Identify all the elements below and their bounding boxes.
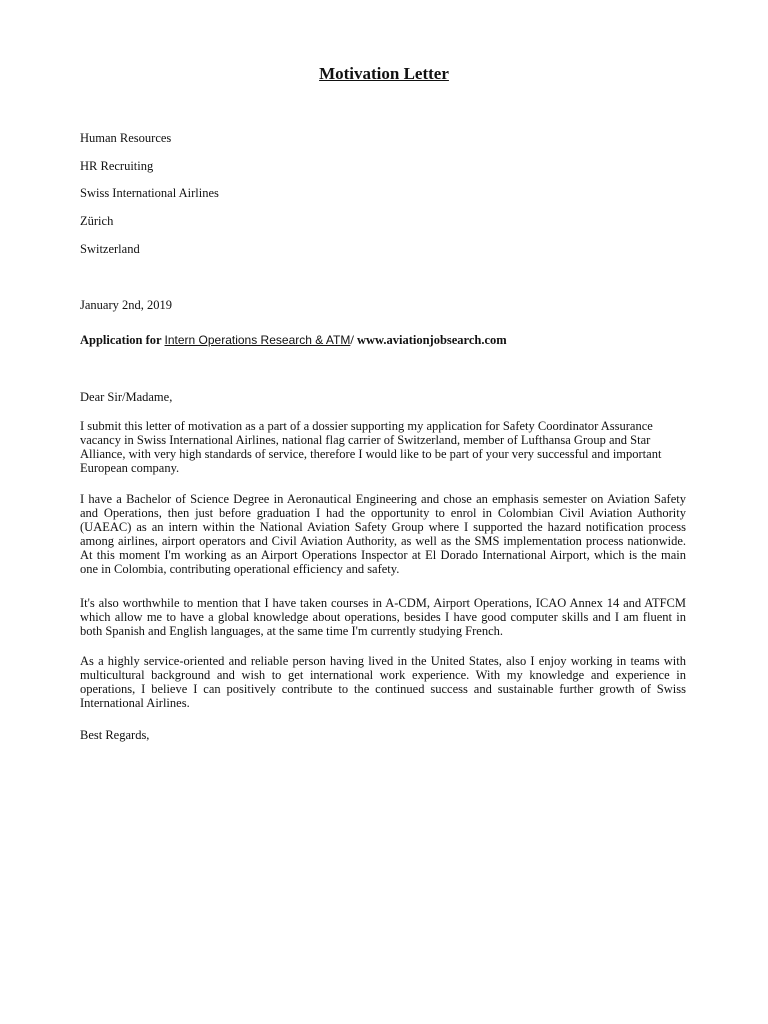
recipient-unit: HR Recruiting bbox=[80, 159, 154, 173]
paragraph-education: I have a Bachelor of Science Degree in Aeronautical Engineering and chose an emphasis semester on Aviation Safety and Operations, then just before graduation I had the opportunity to enrol in Colombian Civil Aviation Authority (UAEAC) as an intern within the National Aviation Safety Group where I supported the hazard notification process among airlines, airport operators and Civil Aviation Authority, as well as the SMS implementation process nationwide. At this moment I'm working as an Airport Operations Inspector at El Dorado International Airport, which is the main one in Colombia, contributing operational efficiency and safety. bbox=[80, 492, 686, 576]
subject-line bbox=[80, 332, 507, 348]
letter-date: January 2nd, 2019 bbox=[80, 298, 172, 312]
paragraph-contribution: As a highly service-oriented and reliable person having lived in the United States, also I enjoy working in teams with multicultural background and wish to get international work experience. With my knowledge and experience in operations, I believe I can positively contribute to the continued success and sustainable further growth of Swiss International Airlines. bbox=[80, 654, 686, 710]
page-title: Motivation Letter bbox=[319, 64, 449, 83]
recipient-country: Switzerland bbox=[80, 242, 140, 256]
subject-prefix: Application for bbox=[80, 333, 165, 347]
salutation: Dear Sir/Madame, bbox=[80, 390, 173, 404]
subject-position: Intern Operations Research & ATM bbox=[164, 333, 351, 347]
subject-source: / www.aviationjobsearch.com bbox=[350, 333, 507, 347]
recipient-company: Swiss International Airlines bbox=[80, 186, 219, 200]
recipient-city: Zürich bbox=[80, 214, 114, 228]
closing: Best Regards, bbox=[80, 728, 150, 742]
recipient-department: Human Resources bbox=[80, 131, 172, 145]
paragraph-intro: I submit this letter of motivation as a part of a dossier supporting my application for Safety Coordinator Assurance vacancy in Swiss International Airlines, national flag carrier of Switzerland, member of Lufthansa Group and Star Alliance, with very high standards of service, therefore I would like to be part of your very successful and important European company. bbox=[80, 419, 662, 475]
paragraph-courses: It's also worthwhile to mention that I have taken courses in A-CDM, Airport Operations, ICAO Annex 14 and ATFCM which allow me to have a global knowledge about operations, besides I have good computer skills and I am fluent in both Spanish and English languages, at the same time I'm currently studying French. bbox=[80, 596, 686, 638]
